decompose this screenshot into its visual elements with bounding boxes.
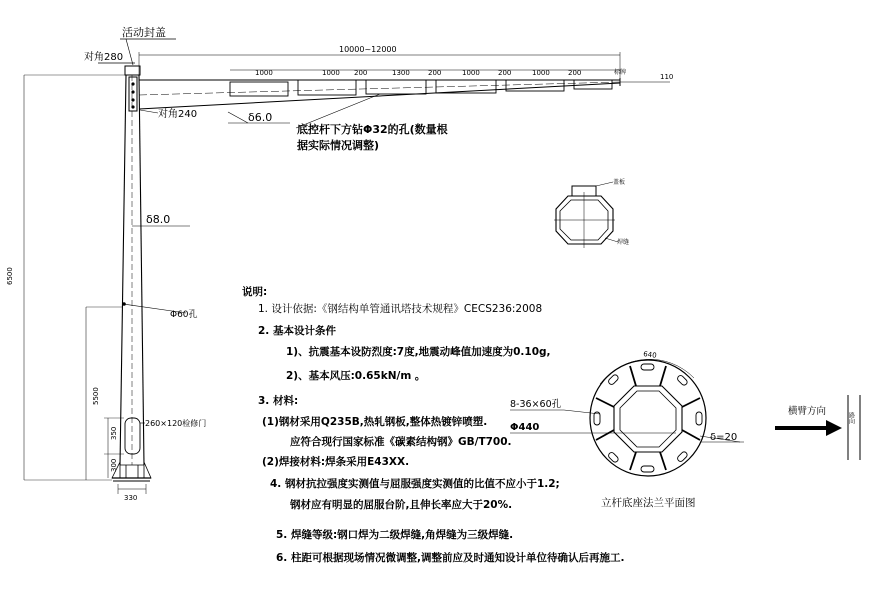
note-item-3a2: 应符合现行国家标准《碳素结构钢》GB/T700. xyxy=(290,436,512,448)
arm-direction xyxy=(775,395,860,460)
note-item-3: 3. 材料: xyxy=(258,395,299,407)
flange-bolt-label: 8-36×60孔 xyxy=(510,399,562,410)
flange-inner-diameter: Φ440 xyxy=(510,422,540,433)
base-height: 300 xyxy=(110,458,118,472)
arm-root-label: 对角240 xyxy=(158,109,198,120)
bolt-slots xyxy=(594,364,702,472)
arm-hole-note-1: 底控杆下方钻Φ32的孔(数量根 xyxy=(297,123,448,136)
sign-panel xyxy=(506,80,564,91)
arm-cross-section xyxy=(554,178,629,248)
inspection-door xyxy=(125,418,140,454)
arm-segment-dim: 1300 xyxy=(392,69,410,77)
arm-segment-dim: 1000 xyxy=(462,69,480,77)
direction-arrow-icon xyxy=(775,420,842,436)
note-item-3a: (1)钢材采用Q235B,热轧钢板,整体热镀锌喷塑. xyxy=(262,416,488,428)
base-width: 330 xyxy=(124,494,138,502)
cross-section-bottom-label: 焊缝 xyxy=(617,239,630,246)
arm-segment-dim: 200 xyxy=(354,69,368,77)
road-label: 路向 xyxy=(847,412,855,424)
pole-cap xyxy=(125,66,140,75)
notes-title: 说明: xyxy=(242,286,268,298)
note-item-2b: 2)、基本风压:0.65kN/m 。 xyxy=(286,370,426,382)
arm-thickness: δ6.0 xyxy=(248,111,273,124)
note-item-3b: (2)焊接材料:焊条采用E43XX. xyxy=(262,456,410,468)
note-item-6: 6. 柱距可根据现场情况微调整,调整前应及时通知设计单位待确认后再施工. xyxy=(276,552,625,564)
pole-elevation xyxy=(6,25,673,502)
sign-label: 标牌 xyxy=(614,69,627,76)
door-label: 260×120检修门 xyxy=(145,419,207,428)
arm-hole-note-2: 据实际情况调整) xyxy=(297,139,380,152)
sign-panel xyxy=(230,82,288,96)
arm-segment-dim: 200 xyxy=(568,69,582,77)
flange-outer-diameter: 640 xyxy=(642,350,658,360)
arm-tip-label: 110 xyxy=(660,73,674,81)
top-width-label: 对角280 xyxy=(84,52,124,63)
arm-total-length: 10000~12000 xyxy=(339,45,397,54)
note-item-2a: 1)、抗震基本设防烈度:7度,地震动峰值加速度为0.10g, xyxy=(286,346,551,358)
door-height: 350 xyxy=(110,426,118,440)
arm-signs xyxy=(230,80,612,96)
note-item-2: 2. 基本设计条件 xyxy=(258,325,336,337)
flange-caption: 立杆底座法兰平面图 xyxy=(601,497,696,509)
arm-segment-dim: 200 xyxy=(498,69,512,77)
arm-segment-dim: 1000 xyxy=(255,69,273,77)
pole-thickness: δ8.0 xyxy=(146,213,171,226)
flange-outer-circle xyxy=(590,360,706,476)
cap-label: 活动封盖 xyxy=(122,26,166,39)
sign-panel xyxy=(366,80,426,94)
note-item-1: 1. 设计依据:《钢结构单管通讯塔技术规程》CECS236:2008 xyxy=(258,303,543,315)
note-item-4: 4. 钢材抗拉强度实测值与屈服强度实测值的比值不应小于1.2; xyxy=(270,478,560,490)
note-item-4b: 钢材应有明显的屈服台阶,且伸长率应大于20%. xyxy=(290,499,513,511)
arm-segment-dim: 1000 xyxy=(322,69,340,77)
flange-plan xyxy=(510,350,744,509)
cross-section-top-label: 盖板 xyxy=(613,179,626,186)
arm-segment-dim: 200 xyxy=(428,69,442,77)
note-item-5: 5. 焊缝等级:钢口焊为二级焊缝,角焊缝为三级焊缝. xyxy=(276,529,514,541)
sign-panel xyxy=(298,80,356,95)
hole-label: Φ60孔 xyxy=(170,310,198,320)
direction-label: 横臂方向 xyxy=(788,406,827,417)
flange-thickness: δ=20 xyxy=(710,432,738,443)
lower-height: 5500 xyxy=(92,387,100,405)
arm-segment-dim: 1000 xyxy=(532,69,550,77)
total-height: 6500 xyxy=(6,267,14,285)
